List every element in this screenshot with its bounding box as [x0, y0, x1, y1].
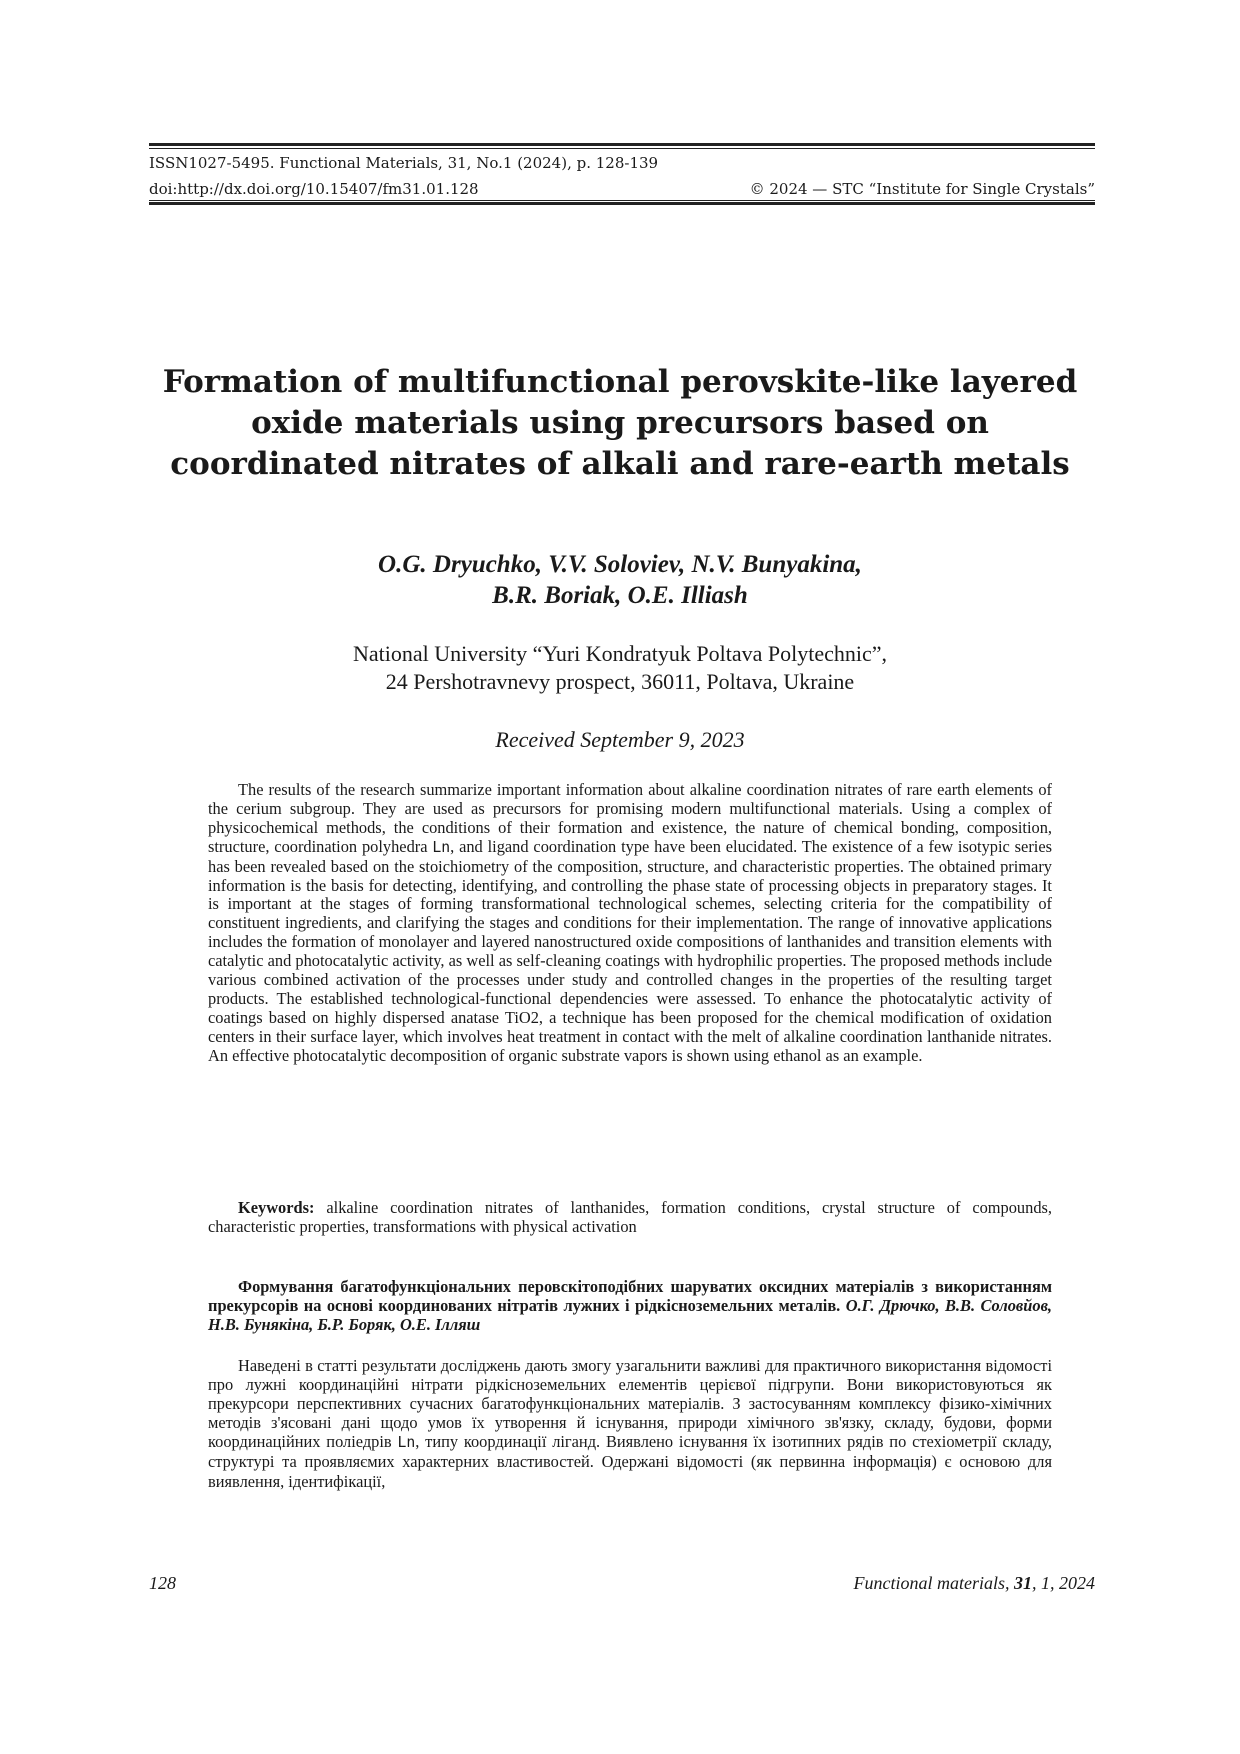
header-rule-bottom-thin	[149, 200, 1095, 201]
header-rule-top-thin	[149, 148, 1095, 149]
ukrainian-authors: О.Г. Дрючко, В.В. Соловйов, Н.В. Бунякіна, Б.Р. Боряк, О.Е. Ілляш	[208, 1296, 1052, 1335]
header-rule-top	[149, 143, 1095, 146]
ukrainian-title-block	[208, 1277, 1052, 1335]
issn-text: ISSN1027-5495. Functional Materials, 31, No.1 (2024), p. 128-139	[149, 154, 659, 172]
ukrainian-abstract-part-2: , типу координації лiганд. Виявлено існування їх ізотипних рядів по стехіометрії складу, структурі та проявляємих характерних властивостей. Одержані відомості (як первинна інформація) є основою для виявлення, ідентифікації,	[208, 1432, 1052, 1491]
footer-volume: 31	[1014, 1573, 1032, 1593]
abstract	[208, 781, 1052, 1066]
authors	[160, 549, 1080, 611]
abstract-part-2: , and ligand coordination type have been elucidated. The existence of a few isotypic series has been revealed based on the stoichiometry of the composition, structure, and characteristic properties. The obtained primary information is the basis for detecting, identifying, and controlling the phase state of processing objects in preparatory stages. It is important at the stages of forming transformational technological schemes, selecting criteria for the compatibility of constituent ingredients, and clarifying the stages and conditions for their implementation. The range of innovative applications includes the formation of monolayer and layered nanostructured oxide compositions of lanthanides and transition elements with catalytic and photocatalytic activity, as well as self-cleaning coatings with hydrophilic properties. The proposed methods include various combined activation of the processes under study and controlled changes in the properties of the resulting target products. The established technological-functional dependencies were assessed. To enhance the photocatalytic activity of coatings based on highly dispersed anatase TiO2, a technique has been proposed for the chemical modification of oxidation centers in their surface layer, which involves heat treatment in contact with the melt of alkaline coordination lanthanide nitrates. An effective photocatalytic decomposition of organic substrate vapors is shown using ethanol as an example.	[208, 836, 1052, 1065]
keywords-label: Keywords:	[238, 1198, 315, 1217]
header-issn-line	[149, 154, 1095, 172]
footer-issue: , 1, 2024	[1032, 1573, 1095, 1593]
footer-journal-name: Functional materials,	[853, 1573, 1014, 1593]
keywords	[208, 1198, 1052, 1236]
footer-journal	[854, 1573, 1096, 1594]
ukrainian-title: Формування багатофункціональних перовскітоподібних шаруватих оксидних матеріалів з використанням прекурсорів на основі координованих нітратів лужних і рідкісноземельних металів.	[208, 1277, 1052, 1316]
ukrainian-abstract	[208, 1356, 1052, 1491]
header-doi-line	[149, 180, 1095, 198]
affiliation	[160, 640, 1080, 696]
affiliation-line-2: 24 Pershotravnevy prospect, 36011, Poltava, Ukraine	[385, 669, 855, 694]
authors-line-1: O.G. Dryuchko, V.V. Soloviev, N.V. Bunyakina,	[378, 551, 862, 578]
affiliation-line-1: National University “Yuri Kondratyuk Poltava Polytechnic”,	[353, 641, 887, 666]
copyright-text: © 2024 — STC “Institute for Single Crystals”	[749, 180, 1095, 198]
doi-link[interactable]: doi:http://dx.doi.org/10.15407/fm31.01.128	[149, 180, 479, 198]
keywords-text: alkaline coordination nitrates of lanthanides, formation conditions, crystal structure of compounds, characteristic properties, transformations with physical activation	[208, 1198, 1052, 1236]
header-rule-bottom	[149, 202, 1095, 205]
paper-title: Formation of multifunctional perovskite-like layered oxide materials using precursors based on coordinated nitrates of alkali and rare-earth metals	[162, 364, 1078, 482]
abstract-ln: Ln	[432, 838, 451, 856]
page-number: 128	[149, 1573, 176, 1593]
ukrainian-abstract-part-1: Наведені в статті результати досліджень дають змогу узагальнити важливі для практичного використання відомості про лужні координаційні нітрати рідкісноземельних елементів церієвої підгрупи. Вони використовуються як прекурсори перспективних сучасних багатофункціональних матеріалів. З застосуванням комплексу фізико-хімічних методів з'ясовані дані щодо умов їх утворення й існування, природи хімічного зв'язку, складу, будови, форми координаційних поліедрів	[208, 1356, 1052, 1452]
received-date: Received September 9, 2023	[495, 727, 745, 752]
abstract-part-1: The results of the research summarize important information about alkaline coordination nitrates of rare earth elements of the cerium subgroup. They are used as precursors for promising modern multifunctional materials. Using a complex of physicochemical methods, the conditions of their formation and existence, the nature of chemical bonding, composition, structure, coordination polyhedra	[208, 780, 1052, 856]
ukrainian-abstract-ln: Ln	[397, 1434, 416, 1452]
authors-line-2: B.R. Boriak, O.E. Illiash	[492, 582, 748, 609]
